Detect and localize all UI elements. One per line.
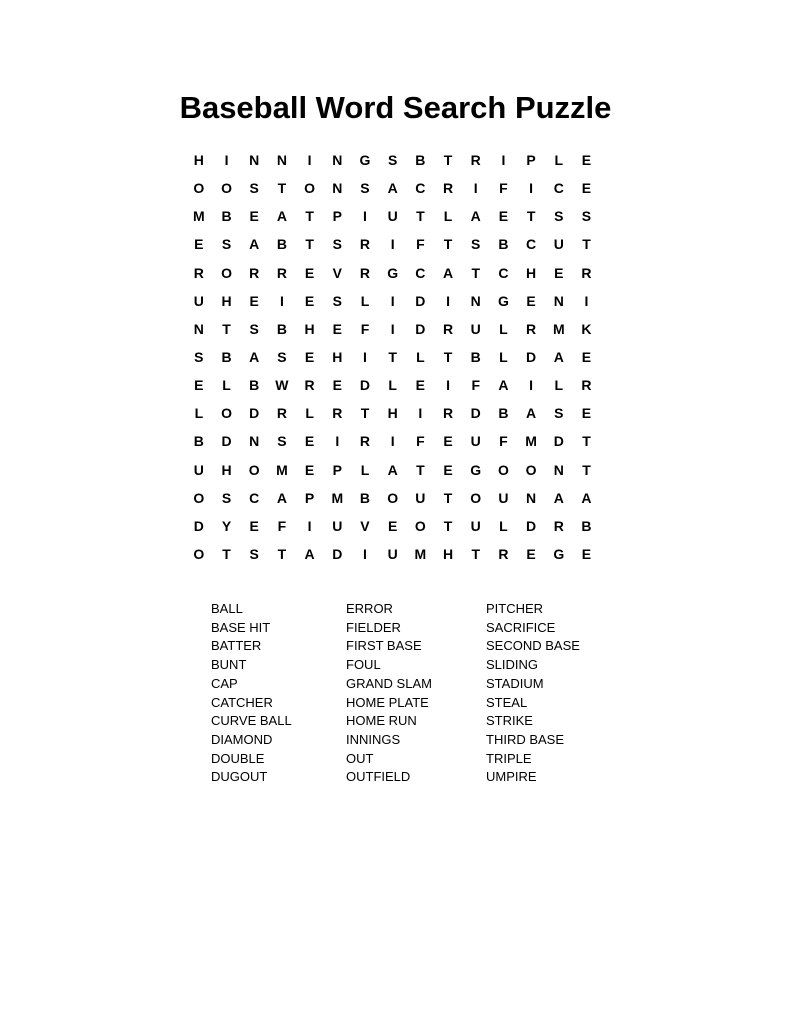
grid-letter: Y [221, 517, 232, 534]
grid-letter: H [332, 349, 343, 366]
grid-letter: L [388, 377, 397, 394]
grid-letter: V [360, 517, 370, 534]
grid-letter: O [470, 489, 482, 506]
grid-letter: F [416, 433, 425, 450]
grid-letter: S [249, 180, 259, 197]
word-list-item: SLIDING [486, 657, 539, 673]
grid-letter: O [193, 546, 205, 563]
grid-letter: A [387, 461, 398, 478]
grid-letter: H [221, 292, 232, 309]
grid-letter: S [581, 208, 592, 225]
grid-letter: U [470, 517, 481, 534]
word-list-item: SACRIFICE [486, 619, 556, 635]
word-column [486, 600, 626, 787]
grid-letter: A [249, 236, 260, 253]
grid-letter: S [249, 546, 259, 563]
grid-letter: R [276, 264, 287, 281]
page-title: Baseball Word Search Puzzle [179, 90, 612, 125]
word-list-item: HOME RUN [346, 713, 417, 729]
grid-letter: R [249, 264, 260, 281]
grid-letter: U [415, 489, 426, 506]
word-list-item: STADIUM [486, 675, 544, 691]
word-list-item: BUNT [211, 657, 247, 673]
word-list-item: HOME PLATE [346, 694, 429, 710]
grid-letter: I [335, 433, 340, 450]
grid-letter: T [443, 152, 453, 169]
word-list-item: CAP [211, 675, 238, 691]
grid-letter: E [249, 208, 259, 225]
grid-letter: I [529, 180, 534, 197]
grid-letter: D [553, 433, 564, 450]
grid-letter: E [581, 152, 592, 169]
grid-letter: O [414, 517, 426, 534]
word-list-item: GRAND SLAM [346, 675, 432, 691]
word-list-item: BALL [211, 601, 243, 616]
grid-letter: E [304, 349, 315, 366]
grid-letter: O [248, 461, 260, 478]
grid-letter: R [442, 320, 454, 337]
grid-letter: O [387, 489, 399, 506]
grid-letter: M [331, 489, 344, 506]
grid-letter: N [470, 292, 481, 309]
grid-letter: O [221, 264, 232, 281]
grid-letter: I [446, 377, 450, 394]
grid-letter: I [307, 152, 312, 169]
grid-letter: L [222, 377, 231, 394]
grid-letter: M [552, 320, 565, 337]
grid-letter: T [443, 236, 453, 253]
grid-letter: R [359, 236, 371, 253]
grid-letter: T [277, 546, 287, 563]
grid-letter: U [470, 320, 481, 337]
grid-letter: N [193, 320, 204, 337]
grid-letter: S [360, 180, 370, 197]
grid-letter: T [305, 236, 314, 253]
grid-letter: R [581, 377, 592, 394]
grid-letter: N [276, 152, 287, 169]
grid-letter: B [221, 349, 232, 366]
grid-letter: A [249, 349, 260, 366]
grid-letter: E [581, 180, 592, 197]
grid-letter: E [332, 320, 342, 337]
grid-letter: T [582, 433, 591, 450]
grid-letter: D [332, 546, 343, 563]
word-list-item: BASE HIT [211, 619, 271, 635]
grid-letter: R [442, 180, 454, 197]
grid-letter: I [390, 236, 395, 253]
grid-letter: L [416, 349, 425, 366]
grid-letter: E [581, 405, 592, 422]
grid-letter: D [415, 320, 426, 337]
grid-letter: O [193, 180, 205, 197]
grid-letter: P [304, 489, 315, 506]
grid-letter: H [442, 546, 454, 563]
grid-letter: L [360, 292, 370, 309]
word-list-item: SECOND BASE [486, 638, 580, 654]
grid-letter: S [221, 489, 232, 506]
grid-letter: H [304, 320, 315, 337]
grid-letter: T [388, 349, 397, 366]
grid-letter: B [276, 236, 287, 253]
grid-letter: O [221, 405, 232, 422]
grid-letter: A [581, 489, 592, 506]
grid-letter: A [387, 180, 398, 197]
grid-letter: E [443, 433, 453, 450]
word-list-item: FOUL [346, 657, 381, 673]
grid-letter: E [443, 461, 453, 478]
grid-letter: U [193, 292, 204, 309]
grid-letter: L [554, 377, 564, 394]
grid-letter: U [387, 546, 398, 563]
grid-letter: E [194, 236, 204, 253]
grid-letter: F [471, 377, 480, 394]
word-list-item: TRIPLE [486, 750, 532, 766]
grid-letter: A [498, 377, 509, 394]
grid-letter: I [390, 433, 395, 450]
grid-letter: E [304, 264, 315, 281]
grid-letter: H [387, 405, 398, 422]
grid-letter: M [525, 433, 537, 450]
grid-letter: R [304, 377, 315, 394]
grid-letter: I [363, 546, 367, 563]
word-list-item: BATTER [211, 638, 262, 654]
grid-letter: E [332, 377, 342, 394]
grid-letter: A [553, 349, 564, 366]
grid-letter: B [221, 208, 232, 225]
grid-letter: I [418, 405, 423, 422]
grid-letter: E [387, 517, 398, 534]
grid-letter: T [222, 546, 231, 563]
grid-letter: H [526, 264, 537, 281]
grid-letter: N [249, 152, 260, 169]
grid-letter: U [193, 461, 204, 478]
word-list-item: ERROR [346, 601, 393, 616]
grid-letter: C [249, 489, 260, 506]
grid-letter: I [224, 152, 229, 169]
word-column [346, 600, 486, 787]
grid-letter: E [526, 292, 536, 309]
grid-letter: G [553, 546, 565, 563]
word-list-item: INNINGS [346, 731, 401, 747]
grid-letter: D [359, 377, 371, 394]
grid-letter: S [277, 433, 287, 450]
grid-letter: T [305, 208, 314, 225]
grid-letter: R [581, 264, 592, 281]
grid-letter: R [498, 546, 509, 563]
grid-letter: S [332, 292, 342, 309]
word-list-item: STRIKE [486, 713, 533, 729]
grid-letter: S [554, 405, 564, 422]
word-list-item: OUT [346, 750, 374, 766]
grid-letter: E [304, 292, 315, 309]
grid-letter: L [554, 152, 564, 169]
grid-letter: E [415, 377, 426, 394]
grid-letter: D [415, 292, 426, 309]
grid-letter: T [582, 461, 591, 478]
grid-letter: T [360, 405, 370, 422]
grid-letter: R [359, 264, 371, 281]
grid-letter: H [193, 152, 204, 169]
grid-letter: G [387, 264, 399, 281]
grid-letter: A [526, 405, 537, 422]
grid-letter: I [501, 152, 506, 169]
grid-letter: T [277, 180, 287, 197]
grid-letter: B [359, 489, 371, 506]
grid-letter: L [499, 320, 508, 337]
grid-letter: L [499, 517, 508, 534]
word-list-item: DOUBLE [211, 750, 265, 766]
grid-letter: D [526, 517, 537, 534]
grid-letter: O [193, 489, 205, 506]
grid-letter: G [497, 292, 509, 309]
grid-letter: A [276, 208, 287, 225]
grid-letter: T [526, 208, 536, 225]
grid-letter: R [359, 433, 371, 450]
grid-letter: S [249, 320, 259, 337]
grid-letter: T [443, 349, 453, 366]
grid-letter: I [279, 292, 284, 309]
grid-letter: R [442, 405, 454, 422]
grid-letter: O [525, 461, 537, 478]
grid-letter: I [446, 292, 450, 309]
grid-letter: O [497, 461, 509, 478]
grid-letter: L [499, 349, 508, 366]
word-list-item: FIELDER [346, 619, 401, 635]
grid-letter: S [194, 349, 204, 366]
grid-letter: E [249, 517, 259, 534]
grid-letter: A [276, 489, 287, 506]
grid-letter: C [498, 264, 509, 281]
grid-letter: S [221, 236, 232, 253]
word-list-item: CATCHER [211, 694, 273, 710]
grid-letter: D [470, 405, 481, 422]
grid-letter: E [581, 349, 592, 366]
grid-letter: R [553, 517, 564, 534]
grid-letter: I [390, 320, 395, 337]
grid-letter: B [249, 377, 260, 394]
letter-grid [185, 146, 600, 568]
grid-letter: E [194, 377, 204, 394]
grid-letter: I [363, 349, 367, 366]
grid-letter: U [387, 208, 398, 225]
grid-letter: P [332, 208, 342, 225]
grid-letter: G [359, 152, 371, 169]
grid-letter: N [553, 461, 564, 478]
grid-letter: C [526, 236, 537, 253]
grid-letter: R [526, 320, 537, 337]
word-column [211, 600, 346, 787]
grid-letter: U [470, 433, 481, 450]
grid-letter: D [526, 349, 537, 366]
grid-letter: K [581, 320, 592, 337]
grid-letter: N [332, 152, 343, 169]
grid-letter: I [390, 292, 395, 309]
grid-letter: T [222, 320, 231, 337]
grid-letter: V [332, 264, 342, 281]
word-list-item: DUGOUT [211, 769, 268, 785]
grid-letter: R [193, 264, 204, 281]
grid-letter: E [304, 461, 315, 478]
grid-letter: I [363, 208, 367, 225]
grid-letter: F [499, 433, 508, 450]
grid-letter: B [498, 236, 509, 253]
grid-letter: O [304, 180, 316, 197]
grid-letter: U [553, 236, 564, 253]
grid-letter: F [416, 236, 425, 253]
grid-letter: U [498, 489, 509, 506]
grid-letter: U [332, 517, 343, 534]
grid-letter: D [193, 517, 204, 534]
grid-letter: C [415, 180, 426, 197]
grid-letter: T [416, 208, 425, 225]
grid-letter: M [414, 546, 427, 563]
grid-letter: T [443, 489, 453, 506]
grid-letter: L [443, 208, 453, 225]
word-list-item: CURVE BALL [211, 713, 292, 729]
grid-letter: B [470, 349, 481, 366]
grid-letter: N [526, 489, 537, 506]
word-list-item: FIRST BASE [346, 638, 422, 654]
grid-letter: B [415, 152, 426, 169]
word-list-item: UMPIRE [486, 769, 537, 785]
grid-letter: R [276, 405, 287, 422]
grid-letter: A [553, 489, 564, 506]
grid-letter: B [276, 320, 287, 337]
grid-letter: A [442, 264, 454, 281]
grid-letter: F [277, 517, 287, 534]
grid-letter: E [304, 433, 315, 450]
grid-letter: P [526, 152, 536, 169]
grid-letter: S [387, 152, 398, 169]
grid-letter: N [332, 180, 343, 197]
grid-letter: B [581, 517, 592, 534]
grid-letter: T [416, 461, 425, 478]
grid-letter: M [193, 208, 205, 225]
grid-letter: R [332, 405, 343, 422]
word-list-item: OUTFIELD [346, 769, 411, 785]
grid-letter: E [581, 546, 592, 563]
grid-letter: W [275, 377, 289, 394]
grid-letter: T [582, 236, 591, 253]
grid-letter: B [193, 433, 204, 450]
grid-letter: P [332, 461, 342, 478]
grid-letter: A [304, 546, 315, 563]
grid-letter: E [249, 292, 259, 309]
grid-letter: S [554, 208, 564, 225]
grid-letter: I [307, 517, 312, 534]
grid-letter: B [498, 405, 509, 422]
grid-letter: I [584, 292, 589, 309]
grid-letter: F [360, 320, 370, 337]
grid-letter: N [249, 433, 260, 450]
grid-letter: S [471, 236, 481, 253]
word-list-item: STEAL [486, 694, 528, 710]
grid-letter: F [499, 180, 508, 197]
grid-letter: T [443, 517, 453, 534]
word-list-item: DIAMOND [211, 731, 273, 747]
grid-letter: L [360, 461, 370, 478]
grid-letter: T [471, 264, 480, 281]
grid-letter: E [526, 546, 536, 563]
grid-letter: S [332, 236, 342, 253]
grid-letter: E [498, 208, 509, 225]
grid-letter: D [221, 433, 232, 450]
grid-letter: T [471, 546, 480, 563]
grid-letter: N [553, 292, 564, 309]
grid-letter: E [554, 264, 564, 281]
grid-letter: I [473, 180, 478, 197]
grid-letter: C [415, 264, 426, 281]
grid-letter: L [305, 405, 314, 422]
grid-letter: M [276, 461, 288, 478]
grid-letter: I [529, 377, 534, 394]
grid-letter: R [470, 152, 481, 169]
word-list [211, 600, 626, 787]
grid-letter: G [470, 461, 482, 478]
grid-letter: D [249, 405, 260, 422]
grid-letter: H [221, 461, 232, 478]
grid-letter: C [553, 180, 564, 197]
grid-letter: S [277, 349, 287, 366]
grid-letter: O [221, 180, 232, 197]
grid-letter: L [194, 405, 204, 422]
word-list-item: PITCHER [486, 601, 544, 616]
grid-letter: A [470, 208, 481, 225]
word-list-item: THIRD BASE [486, 731, 565, 747]
